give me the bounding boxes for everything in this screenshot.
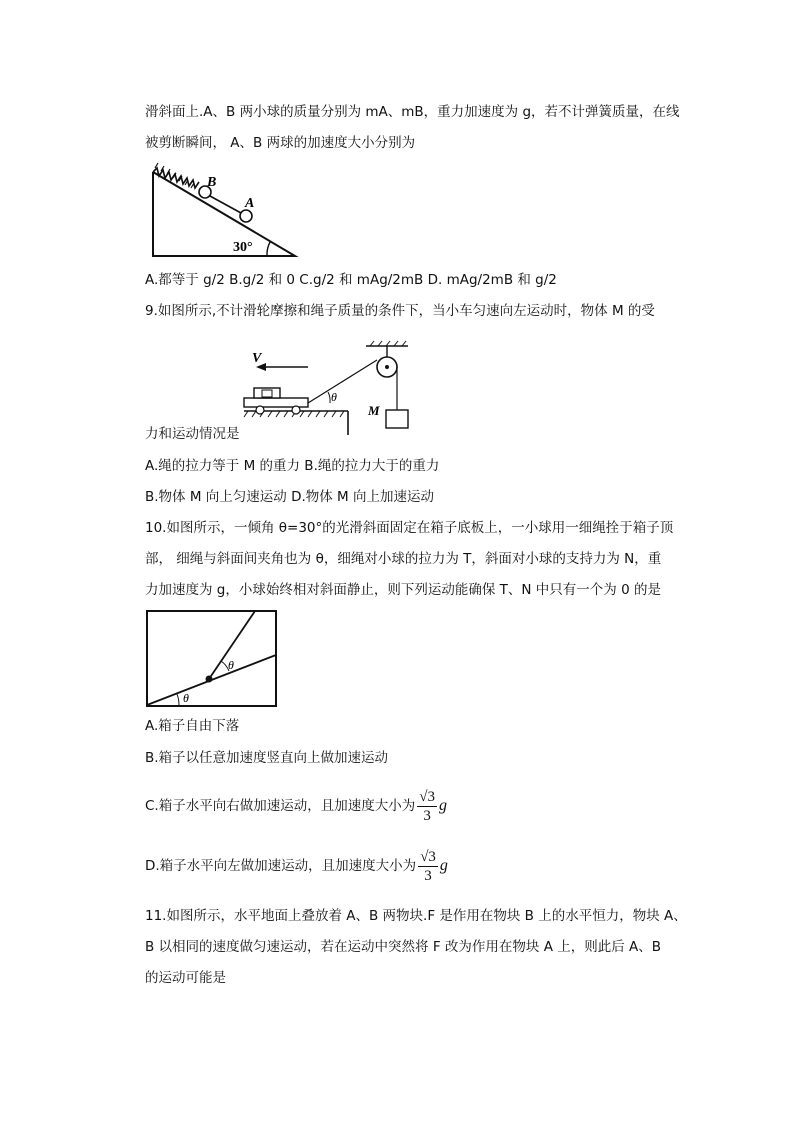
q10-stem-line3: 力加速度为 g，小球始终相对斜面静止，则下列运动能确保 T、N 中只有一个为 0 的是 — [145, 582, 661, 598]
q8-options: A.都等于 g/2 B.g/2 和 0 C.g/2 和 mAg/2mB D. mAg/2mB 和 g/2 — [145, 272, 557, 288]
q9-stem-line2: 力和运动情况是 — [145, 426, 240, 442]
q10-option-c: C.箱子水平向右做加速运动，且加速度大小为 — [145, 798, 416, 814]
q10-stem-line1: 10.如图所示，一倾角 θ=30°的光滑斜面固定在箱子底板上，一小球用一细绳拴于箱子顶 — [145, 520, 674, 536]
q9-label-v: V — [252, 351, 262, 366]
q11-stem-line2: B 以相同的速度做匀速运动，若在运动中突然将 F 改为作用在物块 A 上，则此后 A、B — [145, 939, 662, 955]
q8-label-angle: 30° — [233, 240, 253, 255]
q10-option-c-fraction — [417, 788, 437, 825]
q10-stem-line2: 部， 细绳与斜面间夹角也为 θ，细绳对小球的拉力为 T，斜面对小球的支持力为 N，重 — [145, 551, 662, 567]
q9-label-m: M — [368, 403, 380, 418]
q9-label-theta: θ — [331, 390, 337, 404]
fraction-numerator: √3 — [420, 848, 436, 865]
q11-stem-line3: 的运动可能是 — [145, 970, 226, 986]
q10-option-b: B.箱子以任意加速度竖直向上做加速运动 — [145, 750, 389, 766]
q10-theta-bottom: θ — [183, 691, 189, 705]
q8-incline-figure — [145, 162, 300, 262]
q8-stem-line2: 被剪断瞬间， A、B 两球的加速度大小分别为 — [145, 135, 416, 151]
gravity-symbol: g — [438, 797, 447, 814]
q11-stem-line1: 11.如图所示，水平地面上叠放着 A、B 两物块.F 是作用在物块 B 上的水平恒力，物块 A、 — [145, 908, 687, 924]
q9-option-cd: B.物体 M 向上匀速运动 D.物体 M 向上加速运动 — [145, 489, 434, 505]
q9-stem-line1: 9.如图所示,不计滑轮摩擦和绳子质量的条件下，当小车匀速向左运动时，物体 M 的受 — [145, 303, 655, 319]
q10-theta-top: θ — [228, 658, 234, 672]
q10-option-d: D.箱子水平向左做加速运动，且加速度大小为 — [145, 858, 417, 874]
q10-box-figure — [145, 609, 278, 709]
q10-option-c-row — [145, 786, 447, 826]
q8-label-a: A — [245, 196, 255, 211]
q9-pulley-figure — [238, 340, 423, 435]
q10-option-d-fraction — [418, 848, 438, 885]
q8-label-b: B — [207, 175, 217, 190]
gravity-symbol: g — [439, 857, 448, 874]
q8-stem-line1: 滑斜面上.A、B 两小球的质量分别为 mA、mB，重力加速度为 g，若不计弹簧质量，在线 — [145, 104, 680, 120]
fraction-numerator: √3 — [419, 788, 435, 805]
q10-option-d-row — [145, 846, 448, 886]
fraction-denominator: 3 — [424, 867, 432, 884]
q10-option-a: A.箱子自由下落 — [145, 718, 240, 734]
q9-option-ab: A.绳的拉力等于 M 的重力 B.绳的拉力大于的重力 — [145, 458, 440, 474]
fraction-denominator: 3 — [423, 807, 431, 824]
